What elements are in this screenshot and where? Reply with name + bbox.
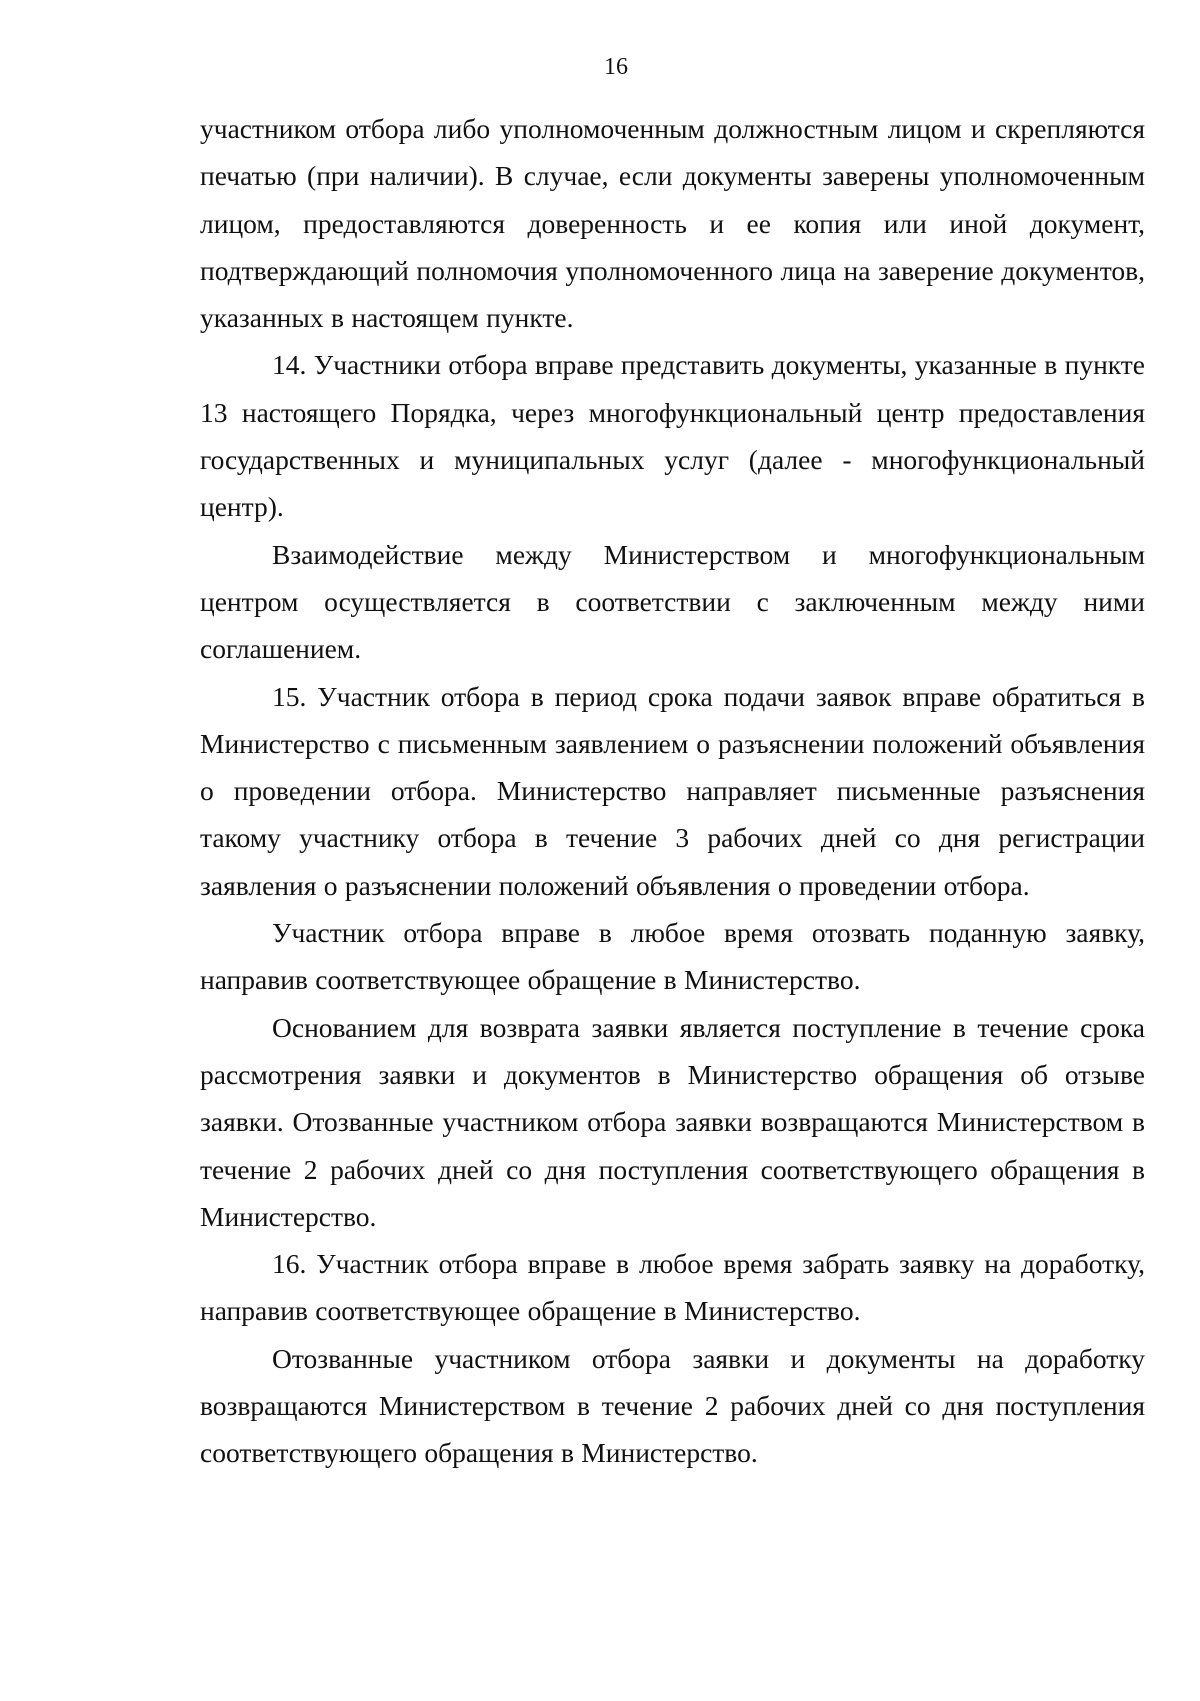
paragraph-rework-return: Отозванные участником отбора заявки и документы на доработку возвращаются Министерством в течение 2 рабочих дней со дня поступления соответствующего обращения в Министерство. — [200, 1342, 1145, 1469]
paragraph-item-16: 16. Участник отбора вправе в любое время забрать заявку на доработку, направив соответствующее обращение в Министерство. — [200, 1248, 1145, 1327]
paragraph-withdraw-application: Участник отбора вправе в любое время отозвать поданную заявку, направив соответствующее обращение в Министерство. — [200, 917, 1145, 996]
paragraph-continuation: участником отбора либо уполномоченным должностным лицом и скрепляются печатью (при наличии). В случае, если документы заверены уполномоченным лицом, предоставляются доверенность и ее копия или иной документ, подтверждающий полномочия уполномоченного лица на заверение документов, указанных в настоящем пункте. — [200, 113, 1145, 334]
paragraph-interaction: Взаимодействие между Министерством и многофункциональным центром осуществляется в соответствии с заключенным между ними соглашением. — [200, 538, 1145, 665]
paragraph-return-grounds: Основанием для возврата заявки является поступление в течение срока рассмотрения заявки и документов в Министерство обращения об отзыве заявки. Отозванные участником отбора заявки возвращаются Министерством в течение 2 рабочих дней со дня поступления соответствующего обращения в Министерство. — [200, 1011, 1145, 1232]
document-body — [200, 105, 1145, 1477]
paragraph-item-14: 14. Участники отбора вправе представить документы, указанные в пункте 13 настоящего Порядка, через многофункциональный центр предоставления государственных и муниципальных услуг (далее - многофункциональный центр). — [200, 349, 1146, 523]
page-number: 16 — [604, 54, 628, 80]
paragraph-item-15: 15. Участник отбора в период срока подачи заявок вправе обратиться в Министерство с письменным заявлением о разъяснении положений объявления о проведении отбора. Министерство направляет письменные разъяснения такому участнику отбора в течение 3 рабочих дней со дня регистрации заявления о разъяснении положений объявления о проведении отбора. — [200, 680, 1145, 901]
